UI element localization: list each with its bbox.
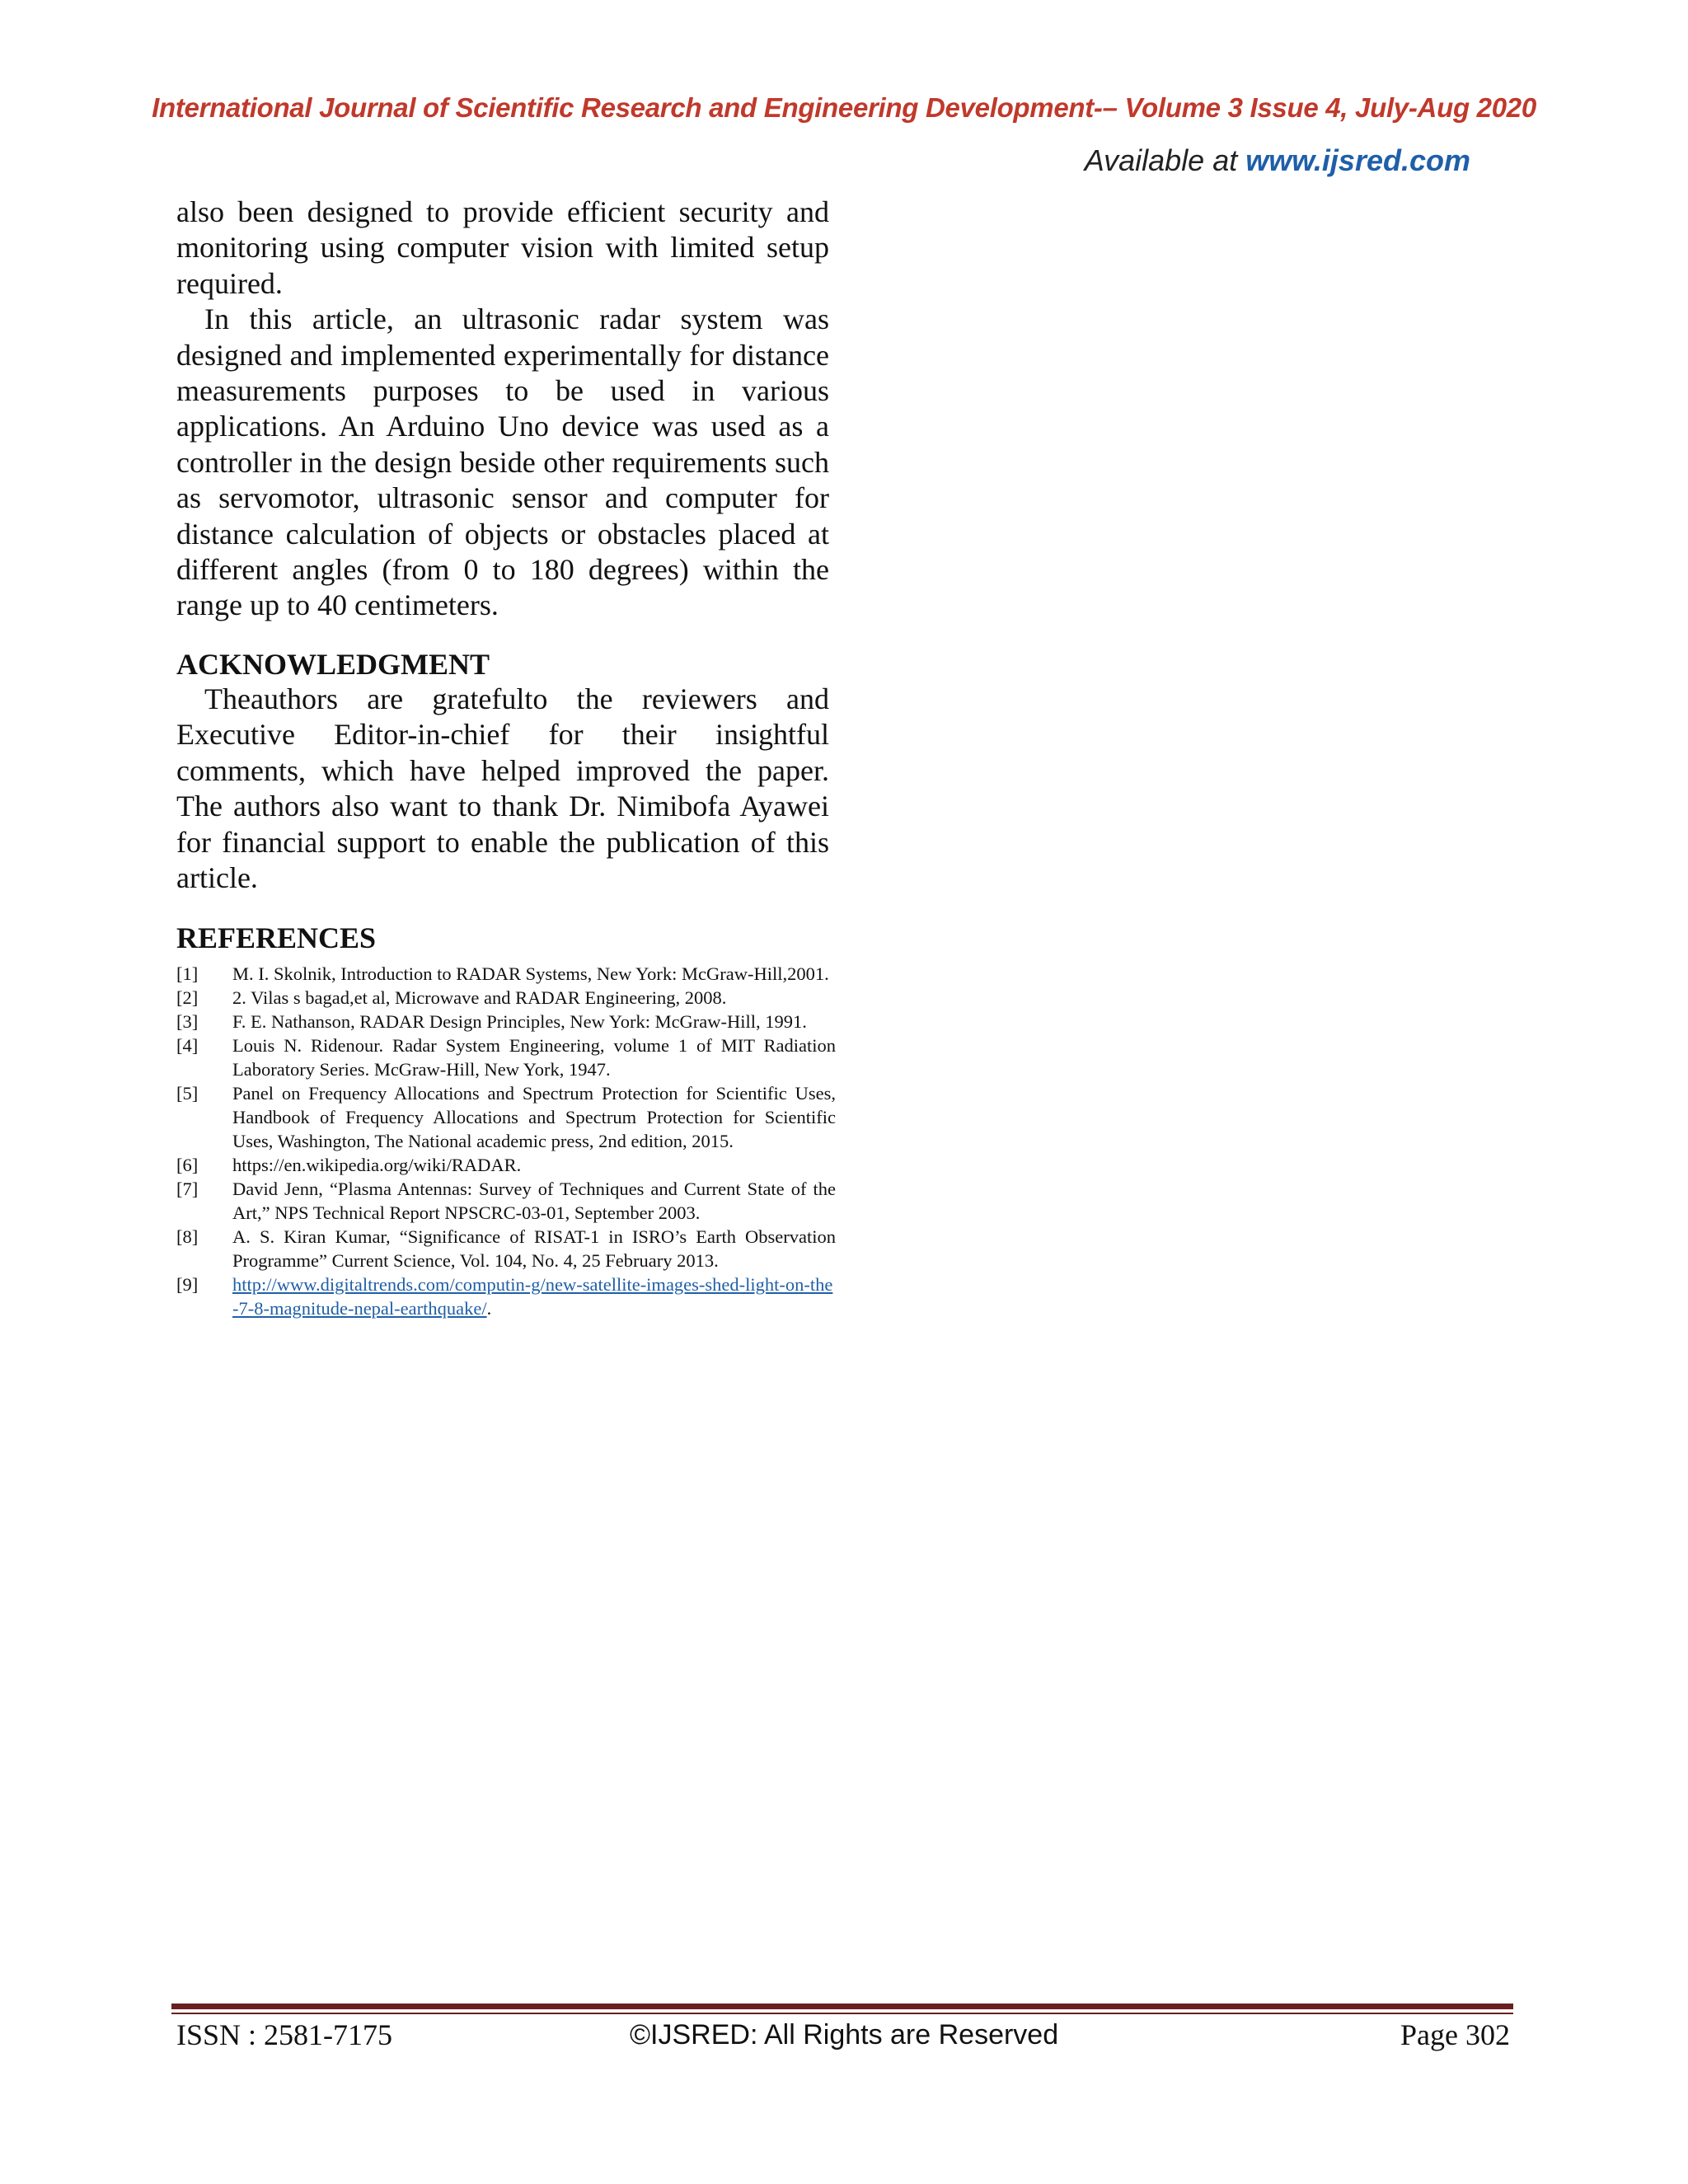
footer-divider-thin	[171, 2013, 1513, 2014]
main-column	[176, 194, 836, 1320]
reference-text: Louis N. Ridenour. Radar System Engineering, volume 1 of MIT Radiation Laboratory Series. McGraw-Hill, New York, 1947.	[232, 1035, 836, 1080]
reference-number: [8]	[176, 1226, 199, 1248]
reference-number: [2]	[176, 987, 199, 1009]
reference-number: [6]	[176, 1155, 199, 1176]
journal-site-link[interactable]: www.ijsred.com	[1245, 143, 1470, 177]
reference-number: [5]	[176, 1083, 199, 1104]
availability-line	[1085, 143, 1470, 178]
reference-number: [9]	[176, 1274, 199, 1296]
available-prefix: Available at	[1084, 143, 1238, 177]
page-number: Page 302	[1400, 2018, 1510, 2051]
reference-list	[176, 962, 836, 1320]
reference-text: Panel on Frequency Allocations and Spectrum Protection for Scientific Uses, Handbook of Frequency Allocations and Spectrum Protection for Scientific Uses, Washington, The National academic press, 2nd edition, 2015.	[232, 1083, 836, 1152]
reference-number: [3]	[176, 1011, 199, 1033]
references-heading: REFERENCES	[176, 921, 377, 955]
page-footer	[176, 2018, 1510, 2059]
reference-number: [1]	[176, 963, 199, 985]
copyright-notice: ©IJSRED: All Rights are Reserved	[630, 2019, 1059, 2050]
reference-text: 2. Vilas s bagad,et al, Microwave and RADAR Engineering, 2008.	[232, 987, 727, 1009]
reference-text: M. I. Skolnik, Introduction to RADAR Systems, New York: McGraw-Hill,2001.	[232, 963, 829, 985]
reference-item	[176, 986, 836, 1010]
journal-header: International Journal of Scientific Research and Engineering Development-– Volume 3 Issue 4, July-Aug 2020	[152, 92, 1536, 123]
reference-number: [4]	[176, 1035, 199, 1057]
footer-divider	[171, 2004, 1513, 2009]
reference-item	[176, 1177, 836, 1225]
acknowledgment-text: Theauthors are gratefulto the reviewers and Executive Editor-in-chief for their insightful comments, which have helped improved the paper. The authors also want to thank Dr. Nimibofa Ayawei for financial support to enable the publication of this article.	[176, 682, 829, 894]
reference-link[interactable]: http://www.digitaltrends.com/computin-g/new-satellite-images-shed-light-on-the-7-8-magnitude-nepal-earthquake/	[232, 1274, 833, 1319]
conclusion-paragraph-1: also been designed to provide efficient security and monitoring using computer vision with limited setup required.	[176, 195, 829, 300]
reference-item	[176, 1081, 836, 1153]
acknowledgment-heading: ACKNOWLEDGMENT	[176, 647, 490, 681]
reference-item	[176, 1033, 836, 1081]
reference-text: A. S. Kiran Kumar, “Significance of RISAT-1 in ISRO’s Earth Observation Programme” Current Science, Vol. 104, No. 4, 25 February 2013.	[232, 1226, 836, 1272]
issn-label: ISSN : 2581-7175	[176, 2018, 393, 2051]
reference-text	[232, 1272, 836, 1320]
reference-text: F. E. Nathanson, RADAR Design Principles, New York: McGraw-Hill, 1991.	[232, 1011, 807, 1033]
reference-item	[176, 1010, 836, 1033]
reference-text: https://en.wikipedia.org/wiki/RADAR.	[232, 1155, 522, 1176]
reference-item	[176, 1272, 836, 1320]
reference-item	[176, 1153, 836, 1177]
reference-text: David Jenn, “Plasma Antennas: Survey of Techniques and Current State of the Art,” NPS Technical Report NPSCRC-03-01, September 2003.	[232, 1179, 836, 1224]
conclusion-paragraph-2: In this article, an ultrasonic radar system was designed and implemented experimentally for distance measurements purposes to be used in various applications. An Arduino Uno device was used as a controller in the design beside other requirements such as servomotor, ultrasonic sensor and computer for distance calculation of objects or obstacles placed at different angles (from 0 to 180 degrees) within the range up to 40 centimeters.	[176, 302, 829, 622]
reference-suffix: .	[486, 1298, 492, 1319]
reference-item	[176, 962, 836, 986]
reference-number: [7]	[176, 1179, 199, 1200]
reference-item	[176, 1225, 836, 1272]
